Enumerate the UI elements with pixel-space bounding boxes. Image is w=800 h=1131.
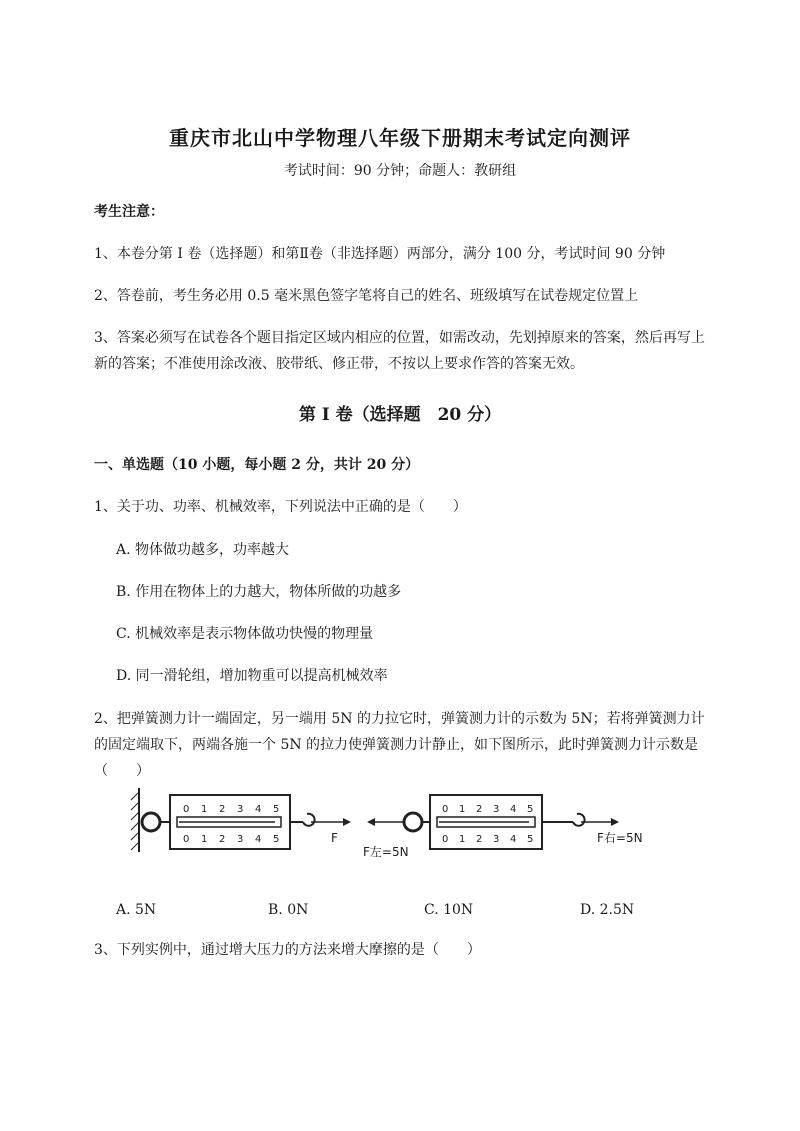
left-scale-tick-bottom-2: 2 xyxy=(219,834,226,845)
left-spring-scale xyxy=(142,795,351,849)
spring-scale-figure xyxy=(125,780,665,870)
right-scale-tick-top-3: 3 xyxy=(493,804,500,815)
force-label-f: F xyxy=(331,831,338,845)
part-heading: 一、单选题（10 小题，每小题 2 分，共计 20 分） xyxy=(94,457,420,473)
left-scale-tick-bottom-1: 1 xyxy=(201,834,208,845)
right-scale-tick-top-1: 1 xyxy=(459,804,466,815)
force-label-left: F左=5N xyxy=(363,845,409,859)
exam-subtitle: 考试时间：90 分钟；命题人：教研组 xyxy=(283,163,517,179)
question-1-option-d: D. 同一滑轮组，增加物重可以提高机械效率 xyxy=(116,668,388,684)
notice-item-1: 1、本卷分第 I 卷（选择题）和第Ⅱ卷（非选择题）两部分，满分 100 分，考试时间 90 分钟 xyxy=(94,246,666,262)
right-scale-tick-bottom-1: 1 xyxy=(459,834,466,845)
right-scale-tick-bottom-0: 0 xyxy=(442,834,449,845)
section-title: 第 I 卷（选择题 20 分） xyxy=(298,405,502,425)
right-hook-icon xyxy=(573,814,585,826)
left-scale-tick-bottom-4: 4 xyxy=(255,834,262,845)
question-3-stem: 3、下列实例中，通过增大压力的方法来增大摩擦的是（ ） xyxy=(94,942,481,958)
question-2-stem: 2、把弹簧测力计一端固定，另一端用 5N 的力拉它时，弹簧测力计的示数为 5N；若将弹簧测力计的固定端取下，两端各施一个 5N 的拉力使弹簧测力计静止，如下图所示，此时弹簧测力计示数是（ ） xyxy=(94,711,705,779)
right-spring-scale xyxy=(363,795,643,859)
right-scale-tick-bottom-3: 3 xyxy=(493,834,500,845)
left-scale-tick-top-1: 1 xyxy=(201,804,208,815)
right-scale-tick-top-4: 4 xyxy=(510,804,517,815)
question-2-option-c: C. 10N xyxy=(424,902,474,918)
question-1-option-b: B. 作用在物体上的力越大，物体所做的功越多 xyxy=(116,584,402,600)
left-scale-tick-bottom-0: 0 xyxy=(183,834,190,845)
force-label-right: F右=5N xyxy=(597,831,643,845)
question-1-stem: 1、关于功、功率、机械效率，下列说法中正确的是（ ） xyxy=(94,499,467,515)
left-scale-tick-bottom-3: 3 xyxy=(237,834,244,845)
question-1-option-c: C. 机械效率是表示物体做功快慢的物理量 xyxy=(116,626,374,642)
right-scale-tick-bottom-2: 2 xyxy=(476,834,483,845)
question-1-option-a: A. 物体做功越多，功率越大 xyxy=(116,542,290,558)
right-scale-tick-bottom-5: 5 xyxy=(527,834,534,845)
right-scale-tick-top-5: 5 xyxy=(527,804,534,815)
question-2-option-b: B. 0N xyxy=(268,902,309,918)
notice-item-2: 2、答卷前，考生务必用 0.5 毫米黑色签字笔将自己的姓名、班级填写在试卷规定位置上 xyxy=(94,288,639,304)
exam-title: 重庆市北山中学物理八年级下册期末考试定向测评 xyxy=(169,126,631,150)
question-2-option-d: D. 2.5N xyxy=(580,902,635,918)
left-scale-tick-top-4: 4 xyxy=(255,804,262,815)
right-scale-tick-bottom-4: 4 xyxy=(510,834,517,845)
notice-heading: 考生注意： xyxy=(94,204,164,220)
notice-item-3: 3、答案必须写在试卷各个题目指定区域内相应的位置，如需改动，先划掉原来的答案，然后再写上新的答案；不准使用涂改液、胶带纸、修正带，不按以上要求作答的答案无效。 xyxy=(94,330,705,372)
right-scale-tick-top-0: 0 xyxy=(442,804,449,815)
left-scale-tick-top-5: 5 xyxy=(273,804,280,815)
left-scale-tick-top-3: 3 xyxy=(237,804,244,815)
right-scale-tick-top-2: 2 xyxy=(476,804,483,815)
wall-icon xyxy=(131,788,139,852)
left-scale-tick-top-0: 0 xyxy=(183,804,190,815)
question-2-option-a: A. 5N xyxy=(116,902,157,918)
left-scale-tick-top-2: 2 xyxy=(219,804,226,815)
left-scale-tick-bottom-5: 5 xyxy=(273,834,280,845)
left-hook-icon xyxy=(303,814,315,826)
